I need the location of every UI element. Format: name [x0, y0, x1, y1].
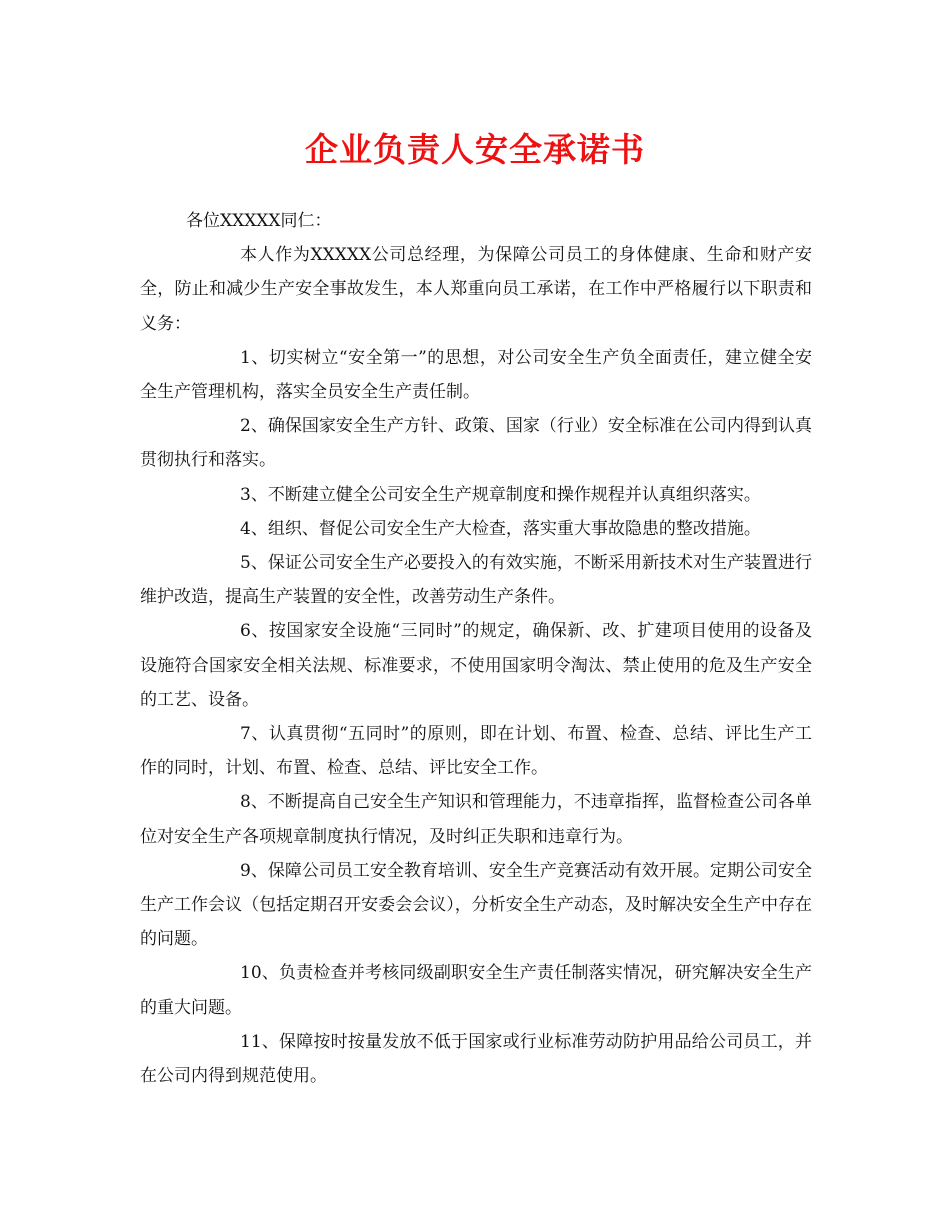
document-title: 企业负责人安全承诺书 — [305, 130, 645, 169]
commitment-item-3: 3、不断建立健全公司安全生产规章制度和操作规程并认真组织落实。 — [240, 484, 761, 505]
intro-paragraph: 本人作为XXXXX公司总经理，为保障公司员工的身体健康、生命和财产安全，防止和减少生产安全事故发生，本人郑重向员工承诺，在工作中严格履行以下职责和义务： — [140, 245, 812, 334]
commitment-item-8: 8、不断提高自己安全生产知识和管理能力，不违章指挥，监督检查公司各单位对安全生产各项规章制度执行情况，及时纠正失职和违章行为。 — [140, 792, 812, 847]
greeting: 各位XXXXX同仁： — [186, 211, 332, 231]
commitment-item-6: 6、按国家安全设施“三同时”的规定，确保新、改、扩建项目使用的设备及设施符合国家安全相关法规、标准要求，不使用国家明令淘汰、禁止使用的危及生产安全的工艺、设备。 — [140, 621, 812, 710]
commitment-item-4: 4、组织、督促公司安全生产大检查，落实重大事故隐患的整改措施。 — [240, 518, 761, 539]
commitment-item-5: 5、保证公司安全生产必要投入的有效实施，不断采用新技术对生产装置进行维护改造，提高生产装置的安全性，改善劳动生产条件。 — [140, 553, 812, 608]
commitment-item-7: 7、认真贯彻“五同时”的原则，即在计划、布置、检查、总结、评比生产工作的同时，计划、布置、检查、总结、评比安全工作。 — [140, 724, 812, 779]
commitment-item-10: 10、负责检查并考核同级副职安全生产责任制落实情况，研究解决安全生产的重大问题。 — [140, 963, 812, 1018]
commitment-item-11: 11、保障按时按量发放不低于国家或行业标准劳动防护用品给公司员工，并在公司内得到规范使用。 — [140, 1031, 812, 1087]
document-body — [140, 204, 812, 1093]
commitment-item-2: 2、确保国家安全生产方针、政策、国家（行业）安全标准在公司内得到认真贯彻执行和落实。 — [140, 416, 812, 471]
commitment-item-1: 1、切实树立“安全第一”的思想，对公司安全生产负全面责任，建立健全安全生产管理机构，落实全员安全生产责任制。 — [140, 347, 812, 403]
commitment-item-9: 9、保障公司员工安全教育培训、安全生产竞赛活动有效开展。定期公司安全生产工作会议（包括定期召开安委会会议），分析安全生产动态，及时解决安全生产中存在的问题。 — [140, 860, 812, 950]
